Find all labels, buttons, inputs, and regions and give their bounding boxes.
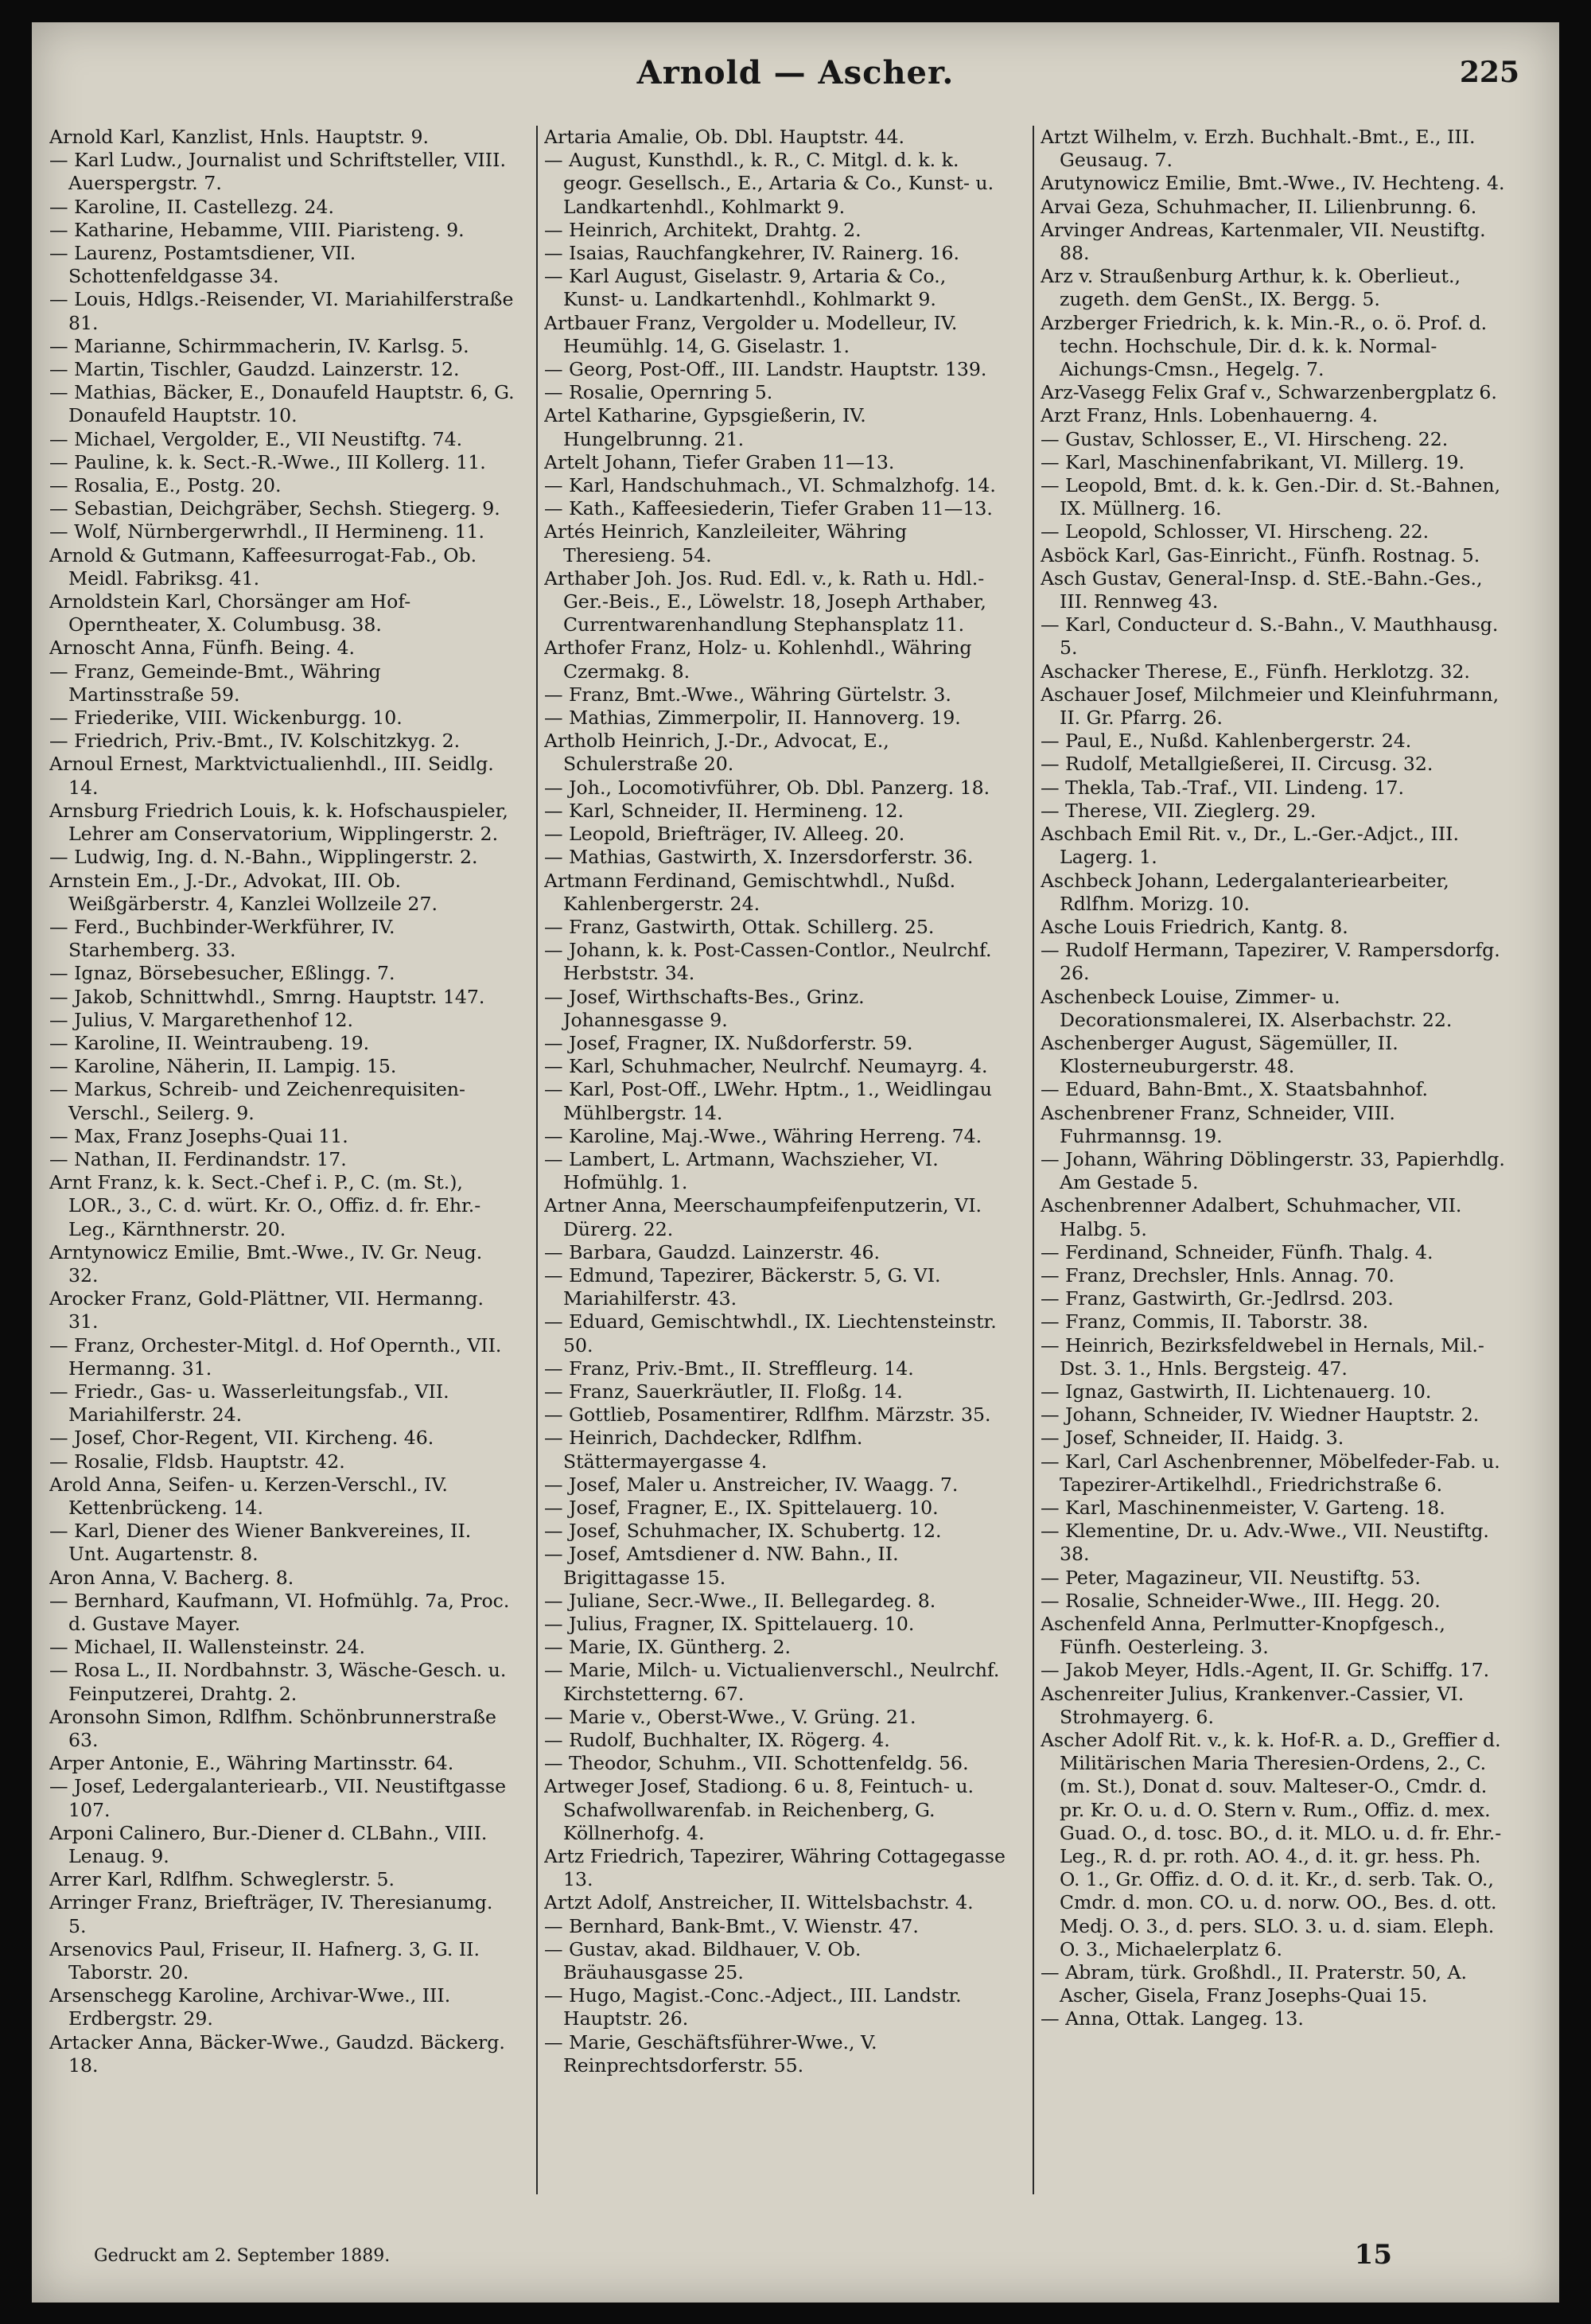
directory-entry: Arrer Karl, Rdlfhm. Schweglerstr. 5. xyxy=(49,1868,395,1891)
directory-entry: — Karl, Schuhmacher, Neulrchf. Neumayrg. 4. xyxy=(544,1055,988,1078)
directory-entry: — Rosalie, Opernring 5. xyxy=(544,381,773,404)
directory-entry: Arz-Vasegg Felix Graf v., Schwarzenbergplatz 6. xyxy=(1041,381,1497,404)
directory-entry: — Marianne, Schirmmacherin, IV. Karlsg. 5. xyxy=(49,334,469,357)
directory-entry: Arutynowicz Emilie, Bmt.-Wwe., IV. Hechteng. 4. xyxy=(1041,172,1505,195)
directory-entry: — Johann, k. k. Post-Cassen-Contlor., Neulrchf. Herbststr. 34. xyxy=(544,939,992,985)
column-1 xyxy=(49,126,515,2194)
directory-entry: Arponi Calinero, Bur.-Diener d. CLBahn., VIII. Lenaug. 9. xyxy=(49,1821,488,1868)
directory-entry: Artelt Johann, Tiefer Graben 11—13. xyxy=(544,450,895,473)
directory-entry: — Karoline, Näherin, II. Lampig. 15. xyxy=(49,1055,397,1078)
directory-entry: Aschenbrenner Adalbert, Schuhmacher, VII. Halbg. 5. xyxy=(1041,1194,1462,1240)
directory-entry: — Friederike, VIII. Wickenburgg. 10. xyxy=(49,707,403,730)
directory-entry: Arnoldstein Karl, Chorsänger am Hof-Operntheater, X. Columbusg. 38. xyxy=(49,590,411,636)
directory-entry: — Franz, Sauerkräutler, II. Floßg. 14. xyxy=(544,1380,903,1403)
directory-entry: — Mathias, Gastwirth, X. Inzersdorferstr. 36. xyxy=(544,846,974,869)
directory-entry: — Julius, V. Margarethenhof 12. xyxy=(49,1008,353,1031)
directory-entry: — Friedr., Gas- u. Wasserleitungsfab., VII. Mariahilferstr. 24. xyxy=(49,1380,449,1427)
directory-page xyxy=(32,22,1559,2303)
directory-entry: — Markus, Schreib- und Zeichenrequisiten-Verschl., Seilerg. 9. xyxy=(49,1078,465,1124)
directory-entry: Arzberger Friedrich, k. k. Min.-R., o. ö. Prof. d. techn. Hochschule, Dir. d. k. k. Normal-Aichungs-Cmsn., Hegelg. 7. xyxy=(1041,311,1488,381)
directory-entry: — Karl, Schneider, II. Hermineng. 12. xyxy=(544,799,904,822)
directory-entry: — Marie, Geschäftsführer-Wwe., V. Reinprechtsdorferstr. 55. xyxy=(544,2030,877,2077)
directory-entry: — Karl, Diener des Wiener Bankvereines, II. Unt. Augartenstr. 8. xyxy=(49,1520,472,1566)
directory-entry: Artmann Ferdinand, Gemischtwhdl., Nußd. Kahlenbergerstr. 24. xyxy=(544,869,956,915)
column-2 xyxy=(536,126,1010,2194)
directory-entry: Aschauer Josef, Milchmeier und Kleinfuhrmann, II. Gr. Pfarrg. 26. xyxy=(1041,683,1500,730)
directory-entry: — Franz, Gastwirth, Ottak. Schillerg. 25. xyxy=(544,915,935,938)
directory-entry: — Franz, Bmt.-Wwe., Währing Gürtelstr. 3. xyxy=(544,683,951,706)
directory-entry: — Anna, Ottak. Langeg. 13. xyxy=(1041,2007,1304,2030)
directory-entry: Arold Anna, Seifen- u. Kerzen-Verschl., IV. Kettenbrückeng. 14. xyxy=(49,1473,448,1519)
page-number: 225 xyxy=(1459,56,1519,89)
directory-entry: — Hugo, Magist.-Conc.-Adject., III. Landstr. Hauptstr. 26. xyxy=(544,1984,962,2030)
directory-entry: — Karl, Maschinenfabrikant, VI. Millerg. 19. xyxy=(1041,450,1465,473)
directory-entry: — Paul, E., Nußd. Kahlenbergerstr. 24. xyxy=(1041,730,1412,753)
directory-entry: — Franz, Commis, II. Taborstr. 38. xyxy=(1041,1310,1369,1333)
directory-entry: — Karl, Maschinenmeister, V. Garteng. 18. xyxy=(1041,1496,1445,1519)
directory-entry: — Abram, türk. Großhdl., II. Praterstr. 50, A. Ascher, Gisela, Franz Josephs-Quai 15. xyxy=(1041,1961,1468,2007)
directory-entry: — Josef, Ledergalanteriearb., VII. Neustiftgasse 107. xyxy=(49,1775,507,1821)
directory-entry: — Franz, Orchester-Mitgl. d. Hof Opernth., VII. Hermanng. 31. xyxy=(49,1333,502,1380)
directory-entry: — Theodor, Schuhm., VII. Schottenfeldg. 56. xyxy=(544,1752,969,1775)
directory-entry: — Bernhard, Kaufmann, VI. Hofmühlg. 7a, Proc. d. Gustave Mayer. xyxy=(49,1589,510,1635)
page-header xyxy=(32,46,1559,110)
directory-entry: — Marie, Milch- u. Victualienverschl., Neulrchf. Kirchstetterng. 67. xyxy=(544,1659,1000,1705)
directory-entry: Asböck Karl, Gas-Einricht., Fünfh. Rostnag. 5. xyxy=(1041,543,1480,566)
directory-entry: — Heinrich, Architekt, Drahtg. 2. xyxy=(544,218,862,241)
directory-entry: — Rosalia, E., Postg. 20. xyxy=(49,474,282,497)
directory-entry: Arnold Karl, Kanzlist, Hnls. Hauptstr. 9. xyxy=(49,126,430,148)
directory-entry: — Klementine, Dr. u. Adv.-Wwe., VII. Neustiftg. 38. xyxy=(1041,1520,1489,1566)
directory-entry: Arringer Franz, Briefträger, IV. Theresianumg. 5. xyxy=(49,1891,493,1937)
directory-entry: — Therese, VII. Zieglerg. 29. xyxy=(1041,799,1317,822)
directory-entry: — Karl, Handschuhmach., VI. Schmalzhofg. 14. xyxy=(544,474,996,497)
directory-entry: — Karl, Post-Off., LWehr. Hptm., 1., Weidlingau Mühlbergstr. 14. xyxy=(544,1078,992,1124)
directory-entry: — Franz, Priv.-Bmt., II. Streffleurg. 14. xyxy=(544,1357,914,1380)
directory-entry: — Edmund, Tapezirer, Bäckerstr. 5, G. VI. Mariahilferstr. 43. xyxy=(544,1263,941,1310)
directory-entry: — Ignaz, Gastwirth, II. Lichtenauerg. 10. xyxy=(1041,1380,1432,1403)
directory-entry: — Gustav, akad. Bildhauer, V. Ob. Bräuhausgasse 25. xyxy=(544,1937,862,1984)
directory-entry: — Rosa L., II. Nordbahnstr. 3, Wäsche-Gesch. u. Feinputzerei, Drahtg. 2. xyxy=(49,1659,507,1705)
directory-entry: Arzt Franz, Hnls. Lobenhauerng. 4. xyxy=(1041,404,1379,427)
directory-entry: — Karl, Carl Aschenbrenner, Möbelfeder-Fab. u. Tapezirer-Artikelhdl., Friedrichstraße 6. xyxy=(1041,1450,1500,1496)
directory-entry: Aschbach Emil Rit. v., Dr., L.-Ger.-Adjct., III. Lagerg. 1. xyxy=(1041,823,1459,869)
directory-entry: — Nathan, II. Ferdinandstr. 17. xyxy=(49,1147,347,1170)
directory-entry: — Katharine, Hebamme, VIII. Piaristeng. 9. xyxy=(49,218,465,241)
directory-entry: — Jakob Meyer, Hdls.-Agent, II. Gr. Schiffg. 17. xyxy=(1041,1659,1490,1682)
directory-entry: — Karoline, II. Castellezg. 24. xyxy=(49,195,334,218)
directory-entry: Asch Gustav, General-Insp. d. StE.-Bahn.-Ges., III. Rennweg 43. xyxy=(1041,566,1483,613)
directory-entry: — Michael, Vergolder, E., VII Neustiftg. 74. xyxy=(49,427,463,450)
directory-entry: Arntynowicz Emilie, Bmt.-Wwe., IV. Gr. Neug. 32. xyxy=(49,1240,483,1287)
directory-entry: — Josef, Schuhmacher, IX. Schubertg. 12. xyxy=(544,1520,942,1543)
directory-entry: — Juliane, Secr.-Wwe., II. Bellegardeg. 8. xyxy=(544,1589,936,1612)
directory-entry: — August, Kunsthdl., k. R., C. Mitgl. d. k. k. geogr. Gesellsch., E., Artaria & Co., Kunst- u. Landkartenhdl., Kohlmarkt 9. xyxy=(544,149,994,218)
directory-entry: Artbauer Franz, Vergolder u. Modelleur, IV. Heumühlg. 14, G. Giselastr. 1. xyxy=(544,311,958,357)
directory-entry: Artzt Adolf, Anstreicher, II. Wittelsbachstr. 4. xyxy=(544,1891,974,1914)
directory-entry: Arper Antonie, E., Währing Martinsstr. 64. xyxy=(49,1752,454,1775)
directory-entry: Arvinger Andreas, Kartenmaler, VII. Neustiftg. 88. xyxy=(1041,218,1486,265)
directory-entry: — Franz, Gemeinde-Bmt., Währing Martinsstraße 59. xyxy=(49,660,381,706)
directory-entry: Ascher Adolf Rit. v., k. k. Hof-R. a. D., Greffier d. Militärischen Maria Theresien-Ordens, 2., C. (m. St.), Donat d. souv. Malteser-O., Cmdr. d. pr. Kr. O. u. d. O. Stern v. Rum., Offiz. d. mex. Guad. O., d. tosc. BO., d. it. MLO. u. d. fr. Ehr.-Leg., R. d. pr. roth. AO. 4., d. it. gr. hess. Ph. O. 1., Gr. Offiz. d. O. d. it. Kr., d. serb. Tak. O., Cmdr. d. mon. CO. u. d. norw. OO., Bes. d. ott. Medj. O. 3., d. pers. SLO. 3. u. d. siam. Eleph. O. 3., Michaelerplatz 6. xyxy=(1041,1729,1502,1960)
directory-entry: — Laurenz, Postamtsdiener, VII. Schottenfeldgasse 34. xyxy=(49,242,356,288)
directory-entry: Arnold & Gutmann, Kaffeesurrogat-Fab., Ob. Meidl. Fabriksg. 41. xyxy=(49,543,477,590)
directory-entry: Artés Heinrich, Kanzleileiter, Währing Theresieng. 54. xyxy=(544,520,908,566)
directory-entry: — Karoline, Maj.-Wwe., Währing Herreng. 74. xyxy=(544,1124,982,1147)
directory-entry: — Ludwig, Ing. d. N.-Bahn., Wipplingerstr. 2. xyxy=(49,846,478,869)
directory-entry: — Rosalie, Fldsb. Hauptstr. 42. xyxy=(49,1450,345,1473)
directory-entry: — Mathias, Zimmerpolir, II. Hannoverg. 19. xyxy=(544,707,961,730)
directory-entry: — Josef, Maler u. Anstreicher, IV. Waagg. 7. xyxy=(544,1473,959,1496)
directory-entry: — Leopold, Schlosser, VI. Hirscheng. 22. xyxy=(1041,520,1430,543)
directory-entry: Arsenschegg Karoline, Archivar-Wwe., III. Erdbergstr. 29. xyxy=(49,1984,451,2030)
directory-entry: — Barbara, Gaudzd. Lainzerstr. 46. xyxy=(544,1240,880,1263)
sheet-signature: 15 xyxy=(1354,2239,1392,2271)
directory-entry: Artholb Heinrich, J.-Dr., Advocat, E., Schulerstraße 20. xyxy=(544,730,889,776)
directory-entry: — Heinrich, Bezirksfeldwebel in Hernals, Mil.-Dst. 3. 1., Hnls. Bergsteig. 47. xyxy=(1041,1333,1484,1380)
directory-entry: Arnsburg Friedrich Louis, k. k. Hofschauspieler, Lehrer am Conservatorium, Wipplingerstr. 2. xyxy=(49,799,508,846)
directory-entry: — Isaias, Rauchfangkehrer, IV. Rainerg. 16. xyxy=(544,242,959,265)
directory-entry: — Louis, Hdlgs.-Reisender, VI. Mariahilferstraße 81. xyxy=(49,288,514,334)
directory-entry: — Eduard, Gemischtwhdl., IX. Liechtensteinstr. 50. xyxy=(544,1310,997,1357)
directory-entry: Aschenbeck Louise, Zimmer- u. Decorationsmalerei, IX. Alserbachstr. 22. xyxy=(1041,985,1453,1031)
directory-entry: Aschenfeld Anna, Perlmutter-Knopfgesch., Fünfh. Oesterleing. 3. xyxy=(1041,1613,1445,1659)
directory-entry: Arnoul Ernest, Marktvictualienhdl., III. Seidlg. 14. xyxy=(49,753,494,799)
directory-entry: — Michael, II. Wallensteinstr. 24. xyxy=(49,1636,366,1659)
directory-entry: — Gottlieb, Posamentirer, Rdlfhm. Märzstr. 35. xyxy=(544,1403,991,1427)
directory-entry: Artzt Wilhelm, v. Erzh. Buchhalt.-Bmt., E., III. Geusaug. 7. xyxy=(1041,126,1476,172)
directory-entry: — Franz, Gastwirth, Gr.-Jedlrsd. 203. xyxy=(1041,1287,1394,1310)
directory-entry: Arocker Franz, Gold-Plättner, VII. Hermanng. 31. xyxy=(49,1287,484,1333)
running-head: Arnold — Ascher. xyxy=(636,54,955,91)
directory-entry: Aschenberger August, Sägemüller, II. Klosterneuburgerstr. 48. xyxy=(1041,1031,1398,1078)
directory-entry: — Julius, Fragner, IX. Spittelauerg. 10. xyxy=(544,1613,915,1635)
directory-entry: Arthaber Joh. Jos. Rud. Edl. v., k. Rath u. Hdl.-Ger.-Beis., E., Löwelstr. 18, Joseph Arthaber, Currentwarenhandlung Stephansplatz 11. xyxy=(544,566,986,636)
directory-entry: Arnstein Em., J.-Dr., Advokat, III. Ob. Weißgärberstr. 4, Kanzlei Wollzeile 27. xyxy=(49,869,438,915)
directory-entry: — Josef, Chor-Regent, VII. Kircheng. 46. xyxy=(49,1427,434,1450)
directory-entry: — Karl August, Giselastr. 9, Artaria & Co., Kunst- u. Landkartenhdl., Kohlmarkt 9. xyxy=(544,265,947,311)
directory-entry: — Josef, Fragner, IX. Nußdorferstr. 59. xyxy=(544,1031,913,1054)
directory-entry: Artner Anna, Meerschaumpfeifenputzerin, VI. Dürerg. 22. xyxy=(544,1194,982,1240)
directory-entry: — Josef, Schneider, II. Haidg. 3. xyxy=(1041,1427,1344,1450)
directory-entry: — Josef, Amtsdiener d. NW. Bahn., II. Brigittagasse 15. xyxy=(544,1543,899,1589)
directory-entry: — Franz, Drechsler, Hnls. Annag. 70. xyxy=(1041,1263,1395,1287)
directory-entry: Aschbeck Johann, Ledergalanteriearbeiter, Rdlfhm. Morizg. 10. xyxy=(1041,869,1449,915)
directory-entry: Arnoscht Anna, Fünfh. Being. 4. xyxy=(49,636,356,660)
directory-entry: — Karoline, II. Weintraubeng. 19. xyxy=(49,1031,370,1054)
directory-entry: Aron Anna, V. Bacherg. 8. xyxy=(49,1566,294,1589)
directory-entry: — Sebastian, Deichgräber, Sechsh. Stiegerg. 9. xyxy=(49,497,500,520)
directory-entry: — Josef, Fragner, E., IX. Spittelauerg. 10. xyxy=(544,1496,939,1519)
column-3 xyxy=(1033,126,1507,2194)
directory-entry: — Eduard, Bahn-Bmt., X. Staatsbahnhof. xyxy=(1041,1078,1429,1101)
directory-entry: — Joh., Locomotivführer, Ob. Dbl. Panzerg. 18. xyxy=(544,776,990,799)
directory-entry: Arthofer Franz, Holz- u. Kohlenhdl., Währing Czermakg. 8. xyxy=(544,636,972,683)
directory-entry: — Georg, Post-Off., III. Landstr. Hauptstr. 139. xyxy=(544,358,987,381)
directory-entry: Arnt Franz, k. k. Sect.-Chef i. P., C. (m. St.), LOR., 3., C. d. würt. Kr. O., Offiz. d. fr. Ehr.-Leg., Kärnthnerstr. 20. xyxy=(49,1171,481,1240)
directory-entry: — Lambert, L. Artmann, Wachszieher, VI. Hofmühlg. 1. xyxy=(544,1147,939,1194)
directory-entry: Artacker Anna, Bäcker-Wwe., Gaudzd. Bäckerg. 18. xyxy=(49,2030,505,2077)
directory-entry: — Friedrich, Priv.-Bmt., IV. Kolschitzkyg. 2. xyxy=(49,730,461,753)
directory-entry: Arz v. Straußenburg Arthur, k. k. Oberlieut., zugeth. dem GenSt., IX. Bergg. 5. xyxy=(1041,265,1461,311)
printing-date-note: Gedruckt am 2. September 1889. xyxy=(94,2246,391,2266)
directory-entry: Artweger Josef, Stadiong. 6 u. 8, Feintuch- u. Schafwollwarenfab. in Reichenberg, G. Köllnerhofg. 4. xyxy=(544,1775,974,1844)
directory-entry: Arvai Geza, Schuhmacher, II. Lilienbrunng. 6. xyxy=(1041,195,1477,218)
directory-entry: — Johann, Währing Döblingerstr. 33, Papierhdlg. Am Gestade 5. xyxy=(1041,1147,1505,1194)
directory-entry: — Gustav, Schlosser, E., VI. Hirscheng. 22. xyxy=(1041,427,1449,450)
directory-entry: Arsenovics Paul, Friseur, II. Hafnerg. 3, G. II. Taborstr. 20. xyxy=(49,1937,480,1984)
directory-entry: — Josef, Wirthschafts-Bes., Grinz. Johannesgasse 9. xyxy=(544,985,865,1031)
directory-entry: Aronsohn Simon, Rdlfhm. Schönbrunnerstraße 63. xyxy=(49,1705,496,1752)
directory-entry: Artel Katharine, Gypsgießerin, IV. Hungelbrunng. 21. xyxy=(544,404,866,450)
directory-entry: — Ferdinand, Schneider, Fünfh. Thalg. 4. xyxy=(1041,1240,1433,1263)
directory-entry: — Jakob, Schnittwhdl., Smrng. Hauptstr. 147. xyxy=(49,985,485,1008)
directory-entry: — Mathias, Bäcker, E., Donaufeld Hauptstr. 6, G. Donaufeld Hauptstr. 10. xyxy=(49,381,515,427)
directory-entry: Aschenreiter Julius, Krankenver.-Cassier, VI. Strohmayerg. 6. xyxy=(1041,1682,1465,1728)
directory-entry: — Rudolf Hermann, Tapezirer, V. Rampersdorfg. 26. xyxy=(1041,939,1500,985)
directory-entry: — Max, Franz Josephs-Quai 11. xyxy=(49,1124,348,1147)
directory-entry: Aschacker Therese, E., Fünfh. Herklotzg. 32. xyxy=(1041,660,1470,683)
directory-entry: — Pauline, k. k. Sect.-R.-Wwe., III Kollerg. 11. xyxy=(49,450,486,473)
directory-entry: — Karl Ludw., Journalist und Schriftsteller, VIII. Auerspergstr. 7. xyxy=(49,149,506,195)
directory-entry: — Rudolf, Buchhalter, IX. Rögerg. 4. xyxy=(544,1729,890,1752)
directory-entry: — Wolf, Nürnbergerwrhdl., II Hermineng. 11. xyxy=(49,520,485,543)
directory-entry: — Ferd., Buchbinder-Werkführer, IV. Starhemberg. 33. xyxy=(49,915,395,962)
directory-entry: — Rudolf, Metallgießerei, II. Circusg. 32. xyxy=(1041,753,1433,776)
directory-entry: — Leopold, Briefträger, IV. Alleeg. 20. xyxy=(544,823,905,846)
directory-entry: — Kath., Kaffeesiederin, Tiefer Graben 11—13. xyxy=(544,497,993,520)
directory-entry: — Leopold, Bmt. d. k. k. Gen.-Dir. d. St.-Bahnen, IX. Müllnerg. 16. xyxy=(1041,474,1501,520)
directory-entry: — Bernhard, Bank-Bmt., V. Wienstr. 47. xyxy=(544,1914,919,1937)
directory-entry: — Peter, Magazineur, VII. Neustiftg. 53. xyxy=(1041,1566,1421,1589)
directory-entry: — Karl, Conducteur d. S.-Bahn., V. Mauthhausg. 5. xyxy=(1041,613,1499,660)
directory-entry: Aschenbrener Franz, Schneider, VIII. Fuhrmannsg. 19. xyxy=(1041,1101,1395,1147)
directory-entry: — Heinrich, Dachdecker, Rdlfhm. Stättermayergasse 4. xyxy=(544,1427,863,1473)
directory-entry: — Marie v., Oberst-Wwe., V. Grüng. 21. xyxy=(544,1705,916,1728)
directory-entry: — Martin, Tischler, Gaudzd. Lainzerstr. 12. xyxy=(49,358,460,381)
directory-entry: Artaria Amalie, Ob. Dbl. Hauptstr. 44. xyxy=(544,126,905,148)
directory-entry: — Ignaz, Börsebesucher, Eßlingg. 7. xyxy=(49,962,395,985)
directory-entry: — Rosalie, Schneider-Wwe., III. Hegg. 20. xyxy=(1041,1589,1441,1612)
directory-entry: — Johann, Schneider, IV. Wiedner Hauptstr. 2. xyxy=(1041,1403,1480,1427)
directory-entry: Artz Friedrich, Tapezirer, Währing Cottagegasse 13. xyxy=(544,1845,1006,1891)
directory-entry: — Marie, IX. Güntherg. 2. xyxy=(544,1636,791,1659)
directory-entry: Asche Louis Friedrich, Kantg. 8. xyxy=(1041,915,1348,938)
directory-entry: — Thekla, Tab.-Traf., VII. Lindeng. 17. xyxy=(1041,776,1405,799)
